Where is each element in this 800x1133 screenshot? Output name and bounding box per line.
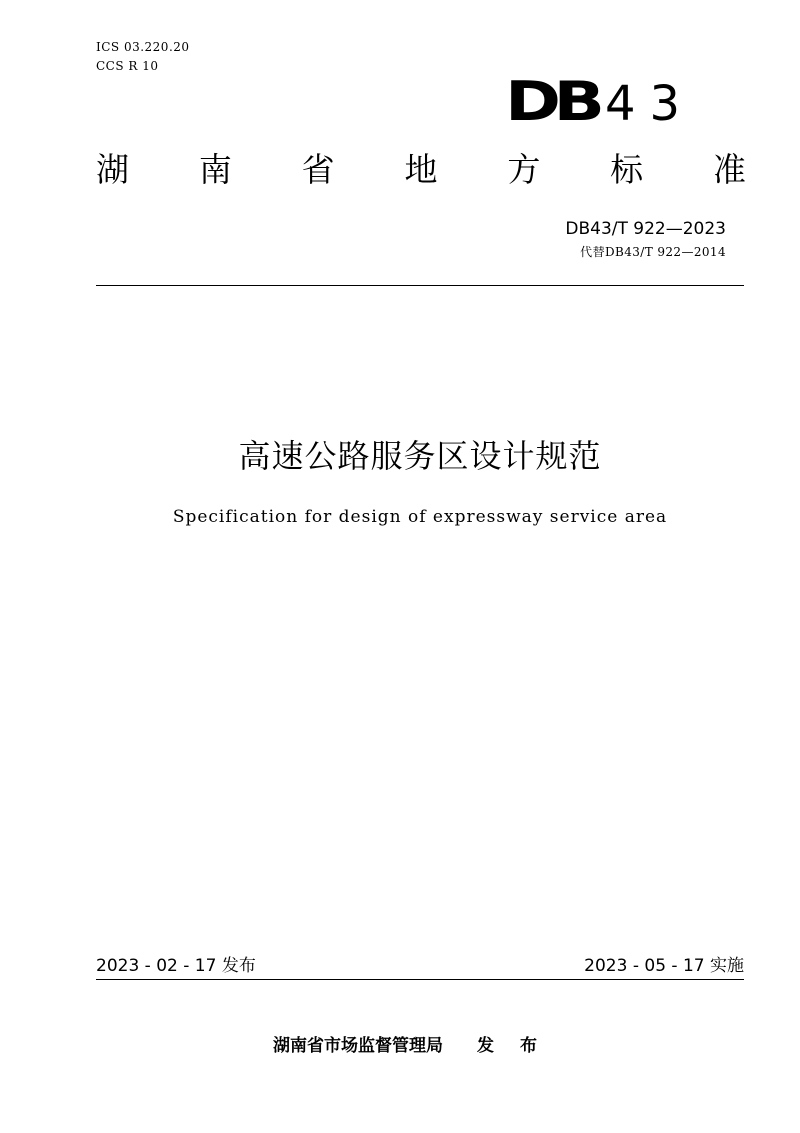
db-province-number: 43 xyxy=(605,76,695,132)
document-title-chinese: 高速公路服务区设计规范 xyxy=(238,437,602,475)
replaced-standard: 代替DB43/T 922—2014 xyxy=(580,245,726,259)
publish-label: 发 布 xyxy=(477,1036,547,1056)
standard-type-char: 标 xyxy=(610,150,644,189)
issuer-line xyxy=(0,1034,800,1058)
bottom-divider xyxy=(96,979,744,980)
top-divider xyxy=(96,285,744,286)
standard-type-heading xyxy=(96,146,746,194)
ics-code: ICS 03.220.20 xyxy=(96,40,190,54)
standard-type-char: 省 xyxy=(301,150,335,189)
db-logo: DB xyxy=(505,70,598,133)
standard-number: DB43/T 922—2023 xyxy=(565,219,726,239)
issue-date: 2023 - 02 - 17 发布 xyxy=(96,956,256,976)
document-title-english: Specification for design of expressway service area xyxy=(172,507,668,527)
ccs-code: CCS R 10 xyxy=(96,59,159,73)
db-standard-mark xyxy=(505,70,695,133)
standard-type-char: 地 xyxy=(404,150,438,189)
standard-type-char: 湖 xyxy=(96,150,129,189)
issuer-name: 湖南省市场监督管理局 xyxy=(273,1036,444,1056)
standard-type-char: 南 xyxy=(198,150,232,189)
standard-type-char: 方 xyxy=(507,150,541,189)
standard-type-char: 准 xyxy=(712,150,746,189)
implementation-date: 2023 - 05 - 17 实施 xyxy=(584,956,744,976)
